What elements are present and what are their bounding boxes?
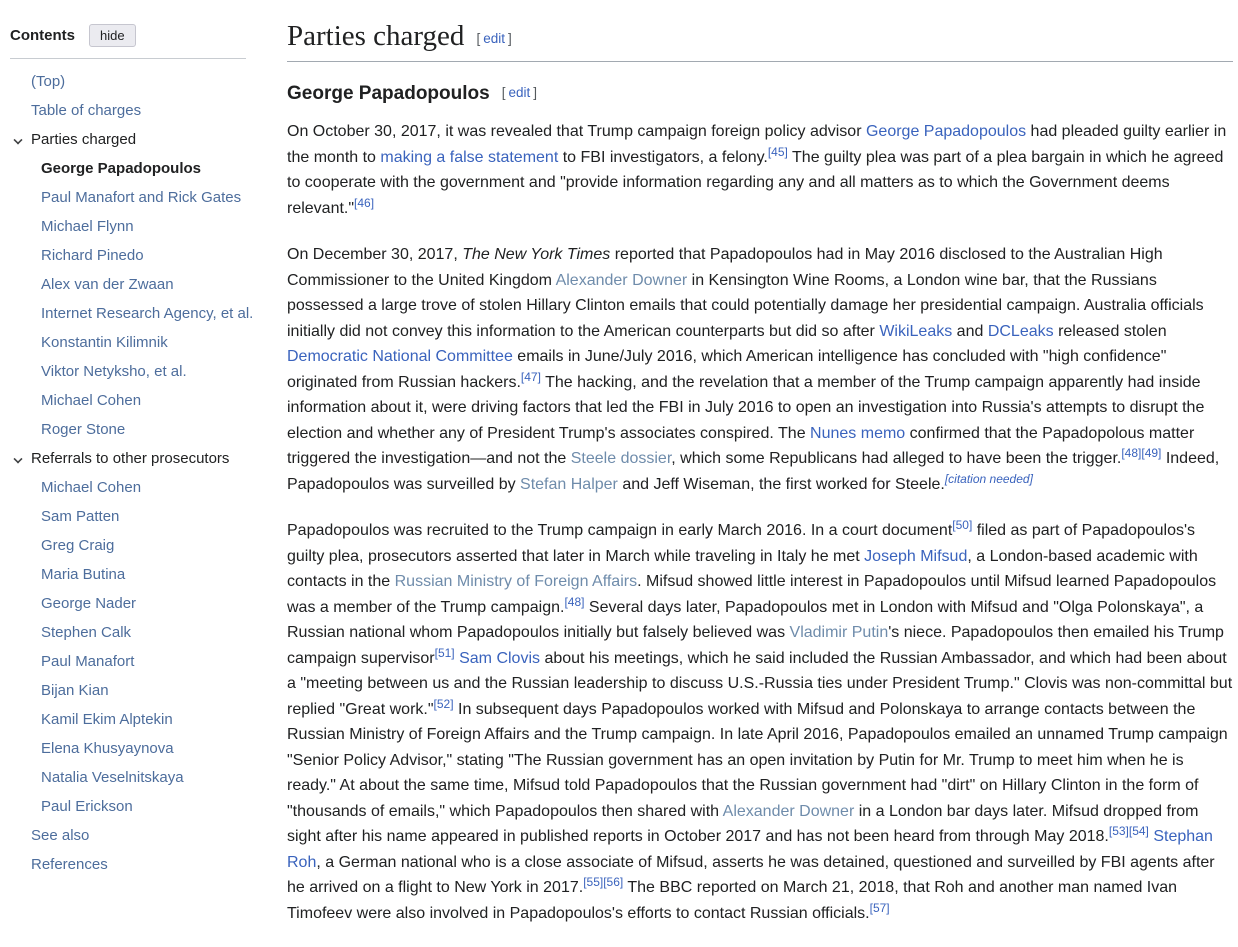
reference bbox=[521, 370, 541, 384]
toc-item[interactable] bbox=[10, 386, 260, 415]
toc-link[interactable]: Michael Cohen bbox=[41, 479, 142, 496]
toc-item[interactable] bbox=[10, 502, 260, 531]
toc-item[interactable] bbox=[10, 357, 260, 386]
reference bbox=[1121, 446, 1141, 460]
toc-item[interactable] bbox=[10, 850, 260, 879]
reference bbox=[1109, 824, 1129, 838]
reference bbox=[354, 196, 374, 210]
edit-bracket-open: [ bbox=[476, 31, 481, 46]
subsection-heading-text: George Papadopoulos bbox=[287, 83, 490, 104]
toc-item[interactable] bbox=[10, 212, 260, 241]
article-link[interactable]: Alexander Downer bbox=[555, 271, 688, 289]
toc-item[interactable] bbox=[10, 618, 260, 647]
reference bbox=[435, 646, 455, 660]
toc-link[interactable]: Sam Patten bbox=[41, 508, 120, 525]
article-link[interactable]: Alexander Downer bbox=[722, 802, 855, 820]
toc-divider bbox=[10, 58, 246, 59]
toc-item[interactable] bbox=[10, 415, 260, 444]
toc-link[interactable]: Paul Erickson bbox=[41, 798, 133, 815]
toc-link[interactable]: Parties charged bbox=[31, 131, 137, 148]
edit-bracket-close: ] bbox=[533, 85, 538, 100]
toc-link[interactable]: Richard Pinedo bbox=[41, 247, 144, 264]
toc-link[interactable]: Paul Manafort bbox=[41, 653, 135, 670]
article-link[interactable]: Vladimir Putin bbox=[789, 624, 889, 641]
toc-item[interactable] bbox=[10, 473, 260, 502]
reference bbox=[564, 595, 584, 609]
ref-link[interactable]: [citation needed] bbox=[944, 471, 1033, 486]
ref-link[interactable]: [53] bbox=[1108, 824, 1129, 838]
toc-list bbox=[10, 67, 260, 879]
toc-link[interactable]: Stephen Calk bbox=[41, 624, 132, 641]
toc-item[interactable] bbox=[10, 154, 260, 183]
article-link[interactable]: WikiLeaks bbox=[879, 322, 953, 340]
toc-hide-button[interactable]: hide bbox=[89, 24, 136, 47]
toc-link[interactable]: George Nader bbox=[41, 595, 137, 612]
edit-bracket-open: [ bbox=[501, 85, 506, 100]
article-link[interactable]: DCLeaks bbox=[987, 322, 1054, 340]
toc-item[interactable] bbox=[10, 241, 260, 270]
reference bbox=[583, 875, 603, 889]
article-content bbox=[287, 20, 1233, 947]
article-link[interactable]: Stephan Roh bbox=[287, 828, 1213, 871]
ref-link[interactable]: [54] bbox=[1128, 824, 1149, 838]
toc-link[interactable]: Internet Research Agency, et al. bbox=[41, 305, 254, 322]
ref-link[interactable]: [51] bbox=[434, 645, 455, 660]
toc-item[interactable] bbox=[10, 270, 260, 299]
toc-link[interactable]: Konstantin Kilimnik bbox=[41, 334, 168, 351]
toc-item[interactable] bbox=[10, 531, 260, 560]
ref-link[interactable]: [49] bbox=[1141, 446, 1162, 460]
article-link[interactable]: George Papadopoulos bbox=[865, 123, 1027, 140]
toc-link[interactable]: (Top) bbox=[31, 73, 66, 90]
table-of-contents bbox=[10, 24, 260, 879]
toc-item[interactable] bbox=[10, 647, 260, 676]
toc-link[interactable]: Referrals to other prosecutors bbox=[31, 450, 230, 467]
reference bbox=[952, 518, 972, 532]
toc-link[interactable]: Table of charges bbox=[31, 102, 142, 119]
chevron-down-icon[interactable] bbox=[13, 135, 22, 144]
toc-link[interactable]: Alex van der Zwaan bbox=[41, 276, 174, 293]
toc-link[interactable]: Viktor Netyksho, et al. bbox=[41, 363, 187, 380]
article-link[interactable]: Stefan Halper bbox=[520, 475, 618, 493]
toc-item[interactable] bbox=[10, 560, 260, 589]
toc-item[interactable] bbox=[10, 183, 260, 212]
ref-link[interactable]: [46] bbox=[354, 195, 375, 210]
ref-link[interactable]: [55] bbox=[583, 875, 604, 889]
toc-link[interactable]: Michael Cohen bbox=[41, 392, 142, 409]
toc-item[interactable] bbox=[10, 299, 260, 328]
subsection-heading bbox=[287, 83, 1233, 105]
italic-text: The New York Times bbox=[462, 246, 611, 263]
edit-link[interactable]: edit bbox=[508, 85, 531, 100]
toc-item[interactable] bbox=[10, 763, 260, 792]
toc-link[interactable]: Kamil Ekim Alptekin bbox=[41, 711, 173, 728]
article-body bbox=[287, 119, 1233, 926]
article-link[interactable]: Russian Ministry of Foreign Affairs bbox=[394, 573, 638, 590]
ref-link[interactable]: [48] bbox=[564, 594, 585, 609]
toc-header bbox=[10, 24, 260, 47]
toc-link[interactable]: Greg Craig bbox=[41, 537, 115, 554]
toc-link[interactable]: Bijan Kian bbox=[41, 682, 109, 699]
ref-link[interactable]: [56] bbox=[603, 875, 624, 889]
toc-item[interactable] bbox=[10, 125, 260, 154]
toc-link[interactable]: References bbox=[31, 856, 108, 873]
toc-link[interactable]: See also bbox=[31, 827, 90, 844]
toc-item[interactable] bbox=[10, 444, 260, 473]
citation-needed bbox=[945, 472, 1033, 486]
section-heading bbox=[287, 20, 1233, 62]
ref-link[interactable]: [47] bbox=[520, 369, 541, 384]
article-link[interactable]: making a false statement bbox=[380, 148, 559, 166]
toc-item[interactable] bbox=[10, 821, 260, 850]
article-link[interactable]: Democratic National Committee bbox=[287, 348, 513, 365]
toc-item[interactable] bbox=[10, 67, 260, 96]
paragraph: Papadopoulos was recruited to the Trump campaign in early March 2016. In a court document[50] filed as part of Papadopoulos's guilty plea, prosecutors asserted that later in March while traveling in Italy he met Joseph Mifsud, a London-based academic with contacts in the Russian Ministry of Foreign Affairs. Mifsud showed little interest in Papadopoulos until Mifsud learned Papadopoulos was a member of the Trump campaign.[48] Several days later, Papadopoulos met in London with Mifsud and "Olga Polonskaya", a Russian national whom Papadopoulos initially but falsely believed was Vladimir Putin's niece. Papadopoulos then emailed his Trump campaign supervisor[51] Sam Clovis about his meetings, which he said included the Russian Ambassador, and which had been about a "meeting between us and the Russian leadership to discuss U.S.-Russia ties under President Trump." Clovis was non-committal but replied "Great work."[52] In subsequent days Papadopoulos worked with Mifsud and Polonskaya to arrange contacts between the Russian Ministry of Foreign Affairs and the Trump campaign. In late April 2016, Papadopoulos emailed an unnamed Trump campaign "Senior Policy Advisor," stating "The Russian government has an open invitation by Putin for Mr. Trump to meet him when he is ready." At about the same time, Mifsud told Papadopoulos that the Russian government had "dirt" on Hillary Clinton in the form of "thousands of emails," which Papadopoulos then shared with Alexander Downer in a London bar days later. Mifsud dropped from sight after his name appeared in published reports in October 2017 and has not been heard from through May 2018.[53][54] Stephan Roh, a German national who is a close associate of Mifsud, asserts he was detained, questioned and surveilled by FBI agents after he arrived on a flight to New York in 2017.[55][56] The BBC reported on March 21, 2018, that Roh and another man named Ivan Timofeev were also involved in Papadopoulos's efforts to contact Russian officials.[57] bbox=[287, 518, 1233, 922]
edit-link[interactable]: edit bbox=[483, 31, 505, 46]
reference bbox=[603, 875, 623, 889]
toc-link[interactable]: Michael Flynn bbox=[41, 218, 134, 235]
toc-link[interactable]: Elena Khusyaynova bbox=[41, 740, 174, 757]
chevron-down-icon[interactable] bbox=[13, 454, 22, 463]
ref-link[interactable]: [48] bbox=[1121, 446, 1142, 460]
toc-item[interactable] bbox=[10, 792, 260, 821]
edit-bracket-close: ] bbox=[507, 31, 512, 46]
reference bbox=[870, 901, 890, 915]
toc-item[interactable] bbox=[10, 676, 260, 705]
ref-link[interactable]: [52] bbox=[433, 696, 454, 711]
toc-item[interactable] bbox=[10, 589, 260, 618]
ref-link[interactable]: [57] bbox=[869, 900, 890, 915]
article-link[interactable]: Nunes memo bbox=[810, 424, 906, 442]
toc-item[interactable] bbox=[10, 705, 260, 734]
ref-link[interactable]: [50] bbox=[952, 518, 973, 532]
paragraph: On December 30, 2017, The New York Times reported that Papadopoulos had in May 2016 disclosed to the Australian High Commissioner to the United Kingdom Alexander Downer in Kensington Wine Rooms, a London wine bar, that the Russians possessed a large trove of stolen Hillary Clinton emails that could potentially damage her presidential campaign. Australia officials initially did not convey this information to the American counterparts but did so after WikiLeaks and DCLeaks released stolen Democratic National Committee emails in June/July 2016, which American intelligence has concluded with "high confidence" originated from Russian hackers.[47] The hacking, and the revelation that a member of the Trump campaign apparently had inside information about it, were driving factors that led the FBI in July 2016 to open an investigation into Russia's attempts to disrupt the election and whether any of President Trump's associates conspired. The Nunes memo confirmed that the Papadopolous matter triggered the investigation—and not the Steele dossier, which some Republicans had alleged to have been the trigger.[48][49] Indeed, Papadopoulos was surveilled by Stefan Halper and Jeff Wiseman, the first worked for Steele.[citation needed] bbox=[287, 246, 1220, 493]
article-link[interactable]: Steele dossier bbox=[570, 450, 672, 467]
toc-title: Contents bbox=[10, 27, 75, 44]
article-link[interactable]: Joseph Mifsud bbox=[864, 547, 968, 565]
edit-section bbox=[502, 85, 537, 100]
toc-link[interactable]: Maria Butina bbox=[41, 566, 126, 583]
toc-item[interactable] bbox=[10, 734, 260, 763]
toc-link[interactable]: Natalia Veselnitskaya bbox=[41, 769, 184, 786]
toc-link[interactable]: Paul Manafort and Rick Gates bbox=[41, 189, 242, 206]
article-link[interactable]: Sam Clovis bbox=[459, 649, 540, 667]
reference bbox=[434, 697, 454, 711]
toc-link[interactable]: George Papadopoulos bbox=[41, 160, 202, 177]
toc-item[interactable] bbox=[10, 328, 260, 357]
reference bbox=[768, 145, 788, 159]
reference bbox=[1129, 824, 1149, 838]
edit-section bbox=[476, 31, 511, 46]
paragraph: On October 30, 2017, it was revealed that Trump campaign foreign policy advisor George Papadopoulos had pleaded guilty earlier in the month to making a false statement to FBI investigators, a felony.[45] The guilty plea was part of a plea bargain in which he agreed to cooperate with the government and "provide information regarding any and all matters as to which the Government deems relevant."[46] bbox=[287, 123, 1227, 217]
toc-link[interactable]: Roger Stone bbox=[41, 421, 126, 438]
reference bbox=[1141, 446, 1161, 460]
ref-link[interactable]: [45] bbox=[767, 144, 788, 159]
section-heading-text: Parties charged bbox=[287, 20, 465, 52]
toc-item[interactable] bbox=[10, 96, 260, 125]
